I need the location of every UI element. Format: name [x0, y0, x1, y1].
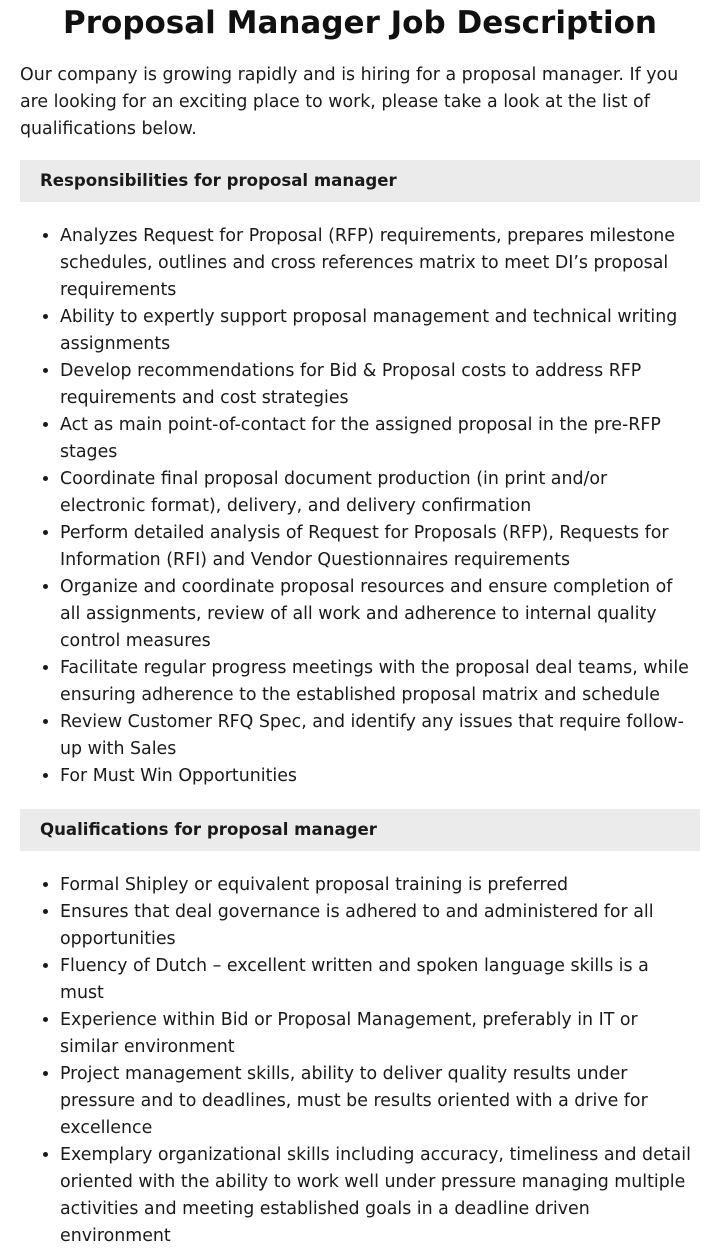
list-item: • For Must Win Opportunities — [60, 763, 700, 790]
list-item: • Exemplary organizational skills including accuracy, timeliness and detail oriented with the ability to work well under pressure managing multiple activities and meeting established goals in a deadline driven environment — [60, 1142, 700, 1250]
qualifications-list — [20, 872, 700, 1250]
list-item: • Facilitate regular progress meetings with the proposal deal teams, while ensuring adherence to the established proposal matrix and schedule — [60, 655, 700, 709]
list-item: • Review Customer RFQ Spec, and identify any issues that require follow-up with Sales — [60, 709, 700, 763]
responsibilities-list — [20, 223, 700, 790]
list-item: • Develop recommendations for Bid & Proposal costs to address RFP requirements and cost strategies — [60, 358, 700, 412]
list-item: • Perform detailed analysis of Request for Proposals (RFP), Requests for Information (RFI) and Vendor Questionnaires requirements — [60, 520, 700, 574]
list-item: • Ability to expertly support proposal management and technical writing assignments — [60, 304, 700, 358]
list-item: • Fluency of Dutch – excellent written and spoken language skills is a must — [60, 953, 700, 1007]
list-item: • Project management skills, ability to deliver quality results under pressure and to deadlines, must be results oriented with a drive for excellence — [60, 1061, 700, 1142]
list-item: • Organize and coordinate proposal resources and ensure completion of all assignments, review of all work and adherence to internal quality control measures — [60, 574, 700, 655]
intro-paragraph: Our company is growing rapidly and is hiring for a proposal manager. If you are looking for an exciting place to work, please take a look at the list of qualifications below. — [20, 65, 679, 139]
list-item: • Formal Shipley or equivalent proposal training is preferred — [60, 872, 700, 899]
list-item: • Ensures that deal governance is adhered to and administered for all opportunities — [60, 899, 700, 953]
page-title: Proposal Manager Job Description — [63, 5, 657, 41]
qualifications-heading: Qualifications for proposal manager — [20, 809, 700, 851]
list-item: • Coordinate final proposal document production (in print and/or electronic format), delivery, and delivery confirmation — [60, 466, 700, 520]
list-item: • Analyzes Request for Proposal (RFP) requirements, prepares milestone schedules, outlines and cross references matrix to meet DI’s proposal requirements — [60, 223, 700, 304]
responsibilities-heading: Responsibilities for proposal manager — [20, 160, 700, 202]
list-item: • Act as main point-of-contact for the assigned proposal in the pre-RFP stages — [60, 412, 700, 466]
list-item: • Experience within Bid or Proposal Management, preferably in IT or similar environment — [60, 1007, 700, 1061]
